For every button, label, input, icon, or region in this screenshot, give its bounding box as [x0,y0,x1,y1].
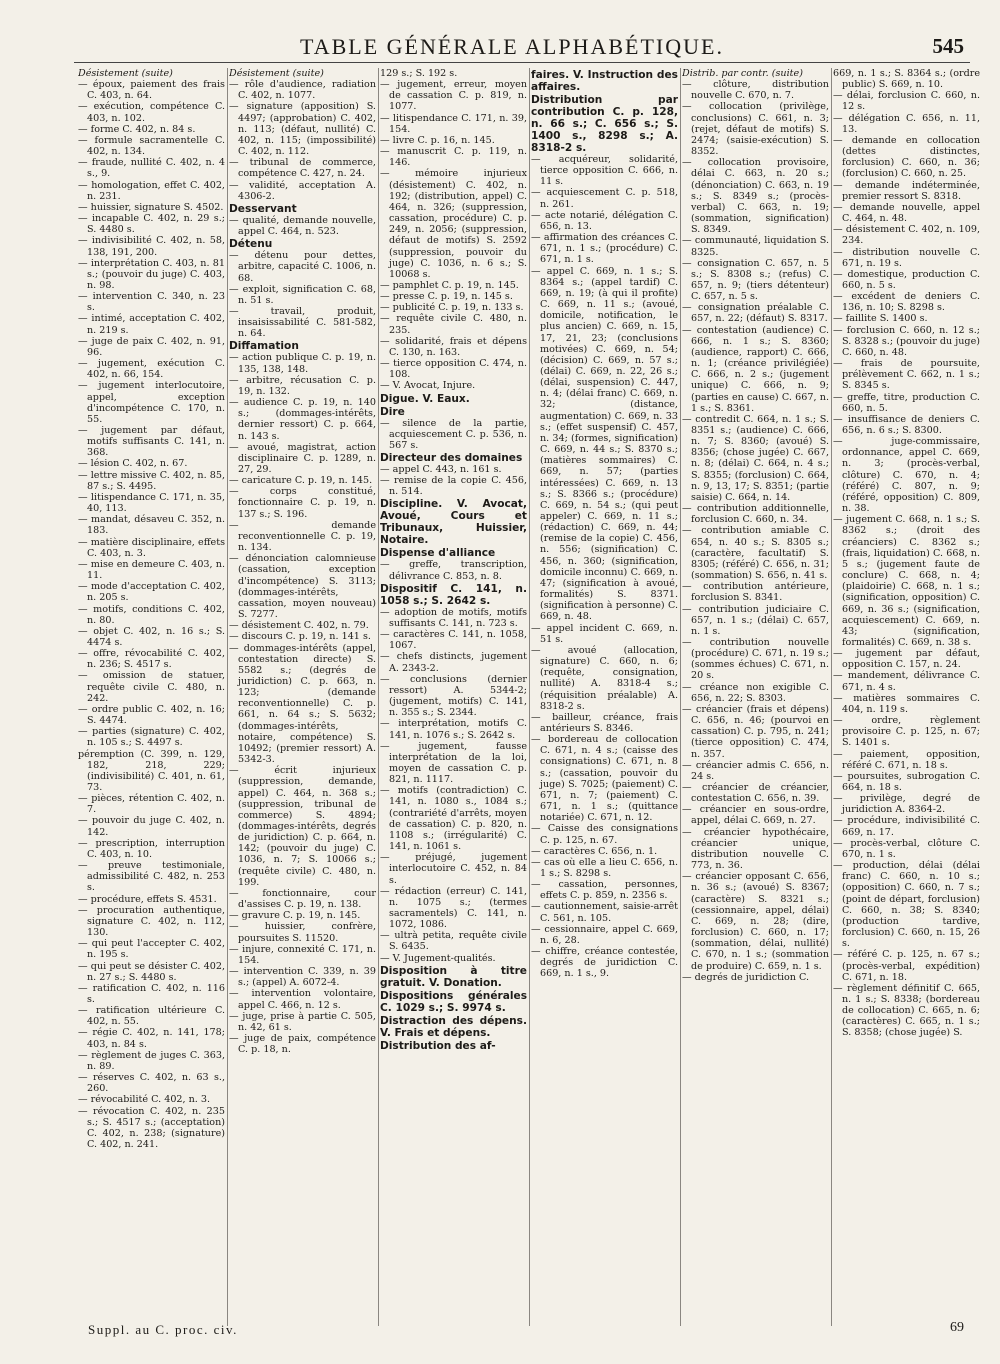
index-entry: — exécution, compétence C. 403, n. 102. [78,101,225,124]
index-entry: — réserves C. 402, n. 63 s., 260. [78,1072,225,1095]
index-entry: — degrés de juridiction C. [682,971,810,983]
page-number: 545 [932,34,964,58]
index-entry: — huissier, signature S. 4502. [78,201,224,213]
index-entry: — désistement C. 402, n. 109, 234. [833,224,980,247]
index-entry: péremption (C. 399, n. 129, 182, 218, 229; (indivisibilité) C. 401, n. 61, 73. [78,748,225,793]
index-entry: — tribunal de commerce, compétence C. 427, n. 24. [229,157,376,180]
index-entry: — appel C. 669, n. 1 s.; S. 8364 s.; (appel tardif) C. 669, n. 19; (à qui il profite) C. 669, n. 11 s.; (avoué, domicile, notification, le plus ancien) C. 669, n. 15, 17, 21, 23; (conclusions motivées) C. 669, n. 54; (décision) C. 669, n. 57 s.; (délai) C. 669, n. 22, 26 s.; (délai, suspension) C. 447, n. 4; (délai franc) C. 669, n. 32; (distance, augmentation) C. 669, n. 33 s.; (effet suspensif) C. 457, n. 34; (formes, signification) C. 669, n. 44 s.; S. 8370 s.; (matières sommaires) C. 669, n. 57; (parties intéressées) C. 669, n. 13 s.; S. 8366 s.; (procédure) C. 669, n. 54 s.; (qui peut appeler) C. 669, n. 11 s.; (rédaction) C. 669, n. 44; (remise de la copie) C. 456, n. 556; (signification) C. 456, n. 360; (signification, domicile inconnu) C. 669, n. 47; (signification à avoué, formalités) S. 8371. (signification à personne) C. 669, n. 48. [531,265,678,623]
index-entry: — règlement définitif C. 665, n. 1 s.; S. 8338; (bordereau de collocation) C. 665, n. 6; (caractères) C. 665, n. 1 s.; S. 8358; (chose jugée) S. [833,982,980,1039]
index-entry: — mandat, désaveu C. 352, n. 183. [78,514,225,537]
index-entry: — signature (apposition) S. 4497; (approbation) C. 402, n. 113; (défaut, nullité) C. 402, n. 115; (impossibilité) C. 402, n. 112. [229,101,376,158]
index-entry: — greffe, transcription, délivrance C. 853, n. 8. [380,559,527,582]
index-entry: — époux, paiement des frais C. 403, n. 64. [78,79,225,102]
index-entry: 129 s.; S. 192 s. [380,68,458,79]
index-entry: — conclusions (dernier ressort) A. 5344-2; (jugement, motifs) C. 141, n. 355 s.; S. 2344. [380,673,527,719]
column-divider [227,68,228,1326]
index-entry: — contestation (audience) C. 666, n. 1 s.; S. 8360; (audience, rapport) C. 666, n. 1; (créance privilégiée) C. 666, n. 2 s.; (jugement unique) C. 666, n. 9; (parties en cause) C. 667, n. 1 s.; S. 8361. [682,324,829,414]
index-entry: — intervention C. 339, n. 39 s.; (appel) A. 6072-4. [229,966,376,989]
index-entry: — manuscrit C. p. 119, n. 146. [380,146,527,169]
index-entry: — lésion C. 402, n. 67. [78,458,188,470]
index-entry: — créancier en sous-ordre, appel, délai C. 669, n. 27. [682,804,829,827]
index-entry: — demande indéterminée, premier ressort S. 8318. [833,179,980,202]
index-entry: — dénonciation calomnieuse (cassation, exception d'incompétence) S. 3113; (dommages-intérêts, cassation, moyen nouveau) S. 7277. [229,553,376,621]
index-heading: Dire [380,405,405,418]
index-entry: — avoué, magistrat, action disciplinaire C. p. 1289, n. 27, 29. [229,441,376,475]
index-entry: — contribution amiable C. 654, n. 40 s.; S. 8305 s.; (caractère, facultatif) S. 8305; (référé) C. 656, n. 31; (sommation) S. 656, n. 41 s. [682,525,829,582]
column-5 [682,68,829,1324]
index-entry: — acquiescement C. p. 518, n. 261. [531,187,678,210]
index-heading: faires. V. Instruction des affaires. [531,69,678,93]
index-entry: — formule sacramentelle C. 402, n. 134. [78,134,225,158]
index-entry: — domestique, production C. 660, n. 5 s. [833,268,980,291]
index-entry: — faillite S. 1400 s. [833,313,928,325]
index-entry: — intervention C. 340, n. 23 s. [78,291,225,314]
index-entry: — huissier, confrère, poursuites S. 11520. [229,921,376,944]
column-divider [831,68,832,1326]
index-heading: Dispositions générales C. 1029 s.; S. 9974 s. [380,989,527,1014]
index-entry: — cessionnaire, appel C. 669, n. 6, 28. [531,923,678,946]
index-entry: — adoption de motifs, motifs suffisants C. 141, n. 723 s. [380,606,527,629]
index-entry: — juge de paix, compétence C. p. 18, n. [229,1032,376,1056]
index-entry: — créancier de créancier, contestation C. 656, n. 39. [682,782,829,805]
index-entry: — litispendance C. 171, n. 39, 154. [380,112,527,135]
index-entry: — jugement, exécution C. 402, n. 66, 154. [78,358,225,381]
index-entry: — validité, acceptation A. 4306-2. [229,179,376,202]
index-entry: — V. Avocat, Injure. [380,380,476,392]
index-entry: — acte notarié, délégation C. 656, n. 13. [531,209,678,232]
running-title: TABLE GÉNÉRALE ALPHABÉTIQUE. [300,34,724,59]
index-entry: — audience C. p. 19, n. 140 s.; (dommages-intérêts, dernier ressort) C. p. 664, n. 143 s. [229,397,376,442]
index-entry: — motifs, conditions C. 402, n. 80. [78,603,225,626]
index-entry: — délai, forclusion C. 660, n. 12 s. [833,90,980,113]
index-heading: Diffamation [229,340,299,353]
index-entry: — ratification ultérieure C. 402, n. 55. [78,1005,225,1028]
index-entry: — créancier admis C. 656, n. 24 s. [682,759,829,782]
index-entry: — qui peut l'accepter C. 402, n. 195 s. [78,938,225,961]
index-entry: — affirmation des créances C. 671, n. 1 s.; (procédure) C. 671, n. 1 s. [531,232,678,266]
index-entry: — frais de poursuite, prélèvement C. 662, n. 1 s.; S. 8345 s. [833,358,980,392]
index-entry: — contribution antérieure, forclusion S. 8341. [682,581,829,604]
index-entry: — objet C. 402, n. 16 s.; S. 4474 s. [78,625,225,648]
index-entry: — juge de paix C. 402, n. 91, 96. [78,335,225,358]
continued-heading: Désistement (suite) [78,68,173,79]
index-entry: — appel C. 443, n. 161 s. [380,464,502,475]
index-entry: — arbitre, récusation C. p. 19, n. 132. [229,374,376,397]
index-entry: — preuve testimoniale, admissibilité C. 482, n. 253 s. [78,860,225,894]
index-entry: — créancier hypothécaire, créancier unique, distribution nouvelle C. 773, n. 36. [682,826,829,872]
index-entry: — presse C. p. 19, n. 145 s. [380,291,513,303]
index-entry: — clôture, distribution nouvelle C. 670, n. 7. [682,79,829,102]
index-entry: — qualité, demande nouvelle, appel C. 464, n. 523. [229,214,376,238]
index-entry: — référé C. p. 125, n. 67 s.; (procès-verbal, expédition) C. 671, n. 18. [833,949,980,983]
index-entry: — contredit C. 664, n. 1 s.; S. 8351 s.; (audience) C. 666, n. 7; S. 8360; (avoué) S. 8356; (chose jugée) C. 667, n. 8; (délai) C. 664, n. 4 s.; S. 8355; (forclusion) C. 664, n. 9, 13, 17; S. 8351; (partie saisie) C. 664, n. 14. [682,413,829,503]
index-entry: — jugement par défaut, motifs suffisants C. 141, n. 368. [78,425,225,459]
index-entry: — incapable C. 402, n. 29 s.; S. 4480 s. [78,213,225,236]
index-heading: Directeur des domaines [380,452,523,464]
index-entry: — jugement, fausse interprétation de la loi, moyen de cassation C. p. 821, n. 1117. [380,740,527,786]
index-entry: — interprétation C. 403, n. 81 s.; (pouvoir du juge) C. 403, n. 98. [78,257,225,291]
index-entry: — contribution additionnelle, forclusion C. 660, n. 34. [682,503,829,526]
index-entry: — action publique C. p. 19, n. 135, 138, 148. [229,352,376,375]
index-entry: — production, délai (délai franc) C. 660, n. 10 s.; (opposition) C. 660, n. 7 s.; (point de départ, forclusion) C. 660, n. 38; S. 8340; (production tardive, forclusion) C. 660, n. 15, 26 s. [833,860,980,950]
index-entry: — V. Jugement-qualités. [380,952,496,964]
index-entry: — règlement de juges C. 363, n. 89. [78,1049,225,1072]
index-entry: — bailleur, créance, frais antérieurs S. 8346. [531,711,678,734]
index-entry: — exploit, signification C. 68, n. 51 s. [229,283,376,306]
index-entry: — intervention volontaire, appel C. 466, n. 12 s. [229,988,376,1011]
index-entry: 669, n. 1 s.; S. 8364 s.; (ordre public) S. 669, n. 10. [833,68,980,91]
index-entry: — indivisibilité C. 402, n. 58, 138, 191, 200. [78,235,225,258]
index-entry: — litispendance C. 171, n. 35, 40, 113. [78,491,225,515]
index-heading: Discipline. V. Avocat, Avoué, Cours et Tribunaux, Huissier, Notaire. [380,498,527,547]
index-entry: — pamphlet C. p. 19, n. 145. [380,279,519,291]
index-entry: — solidarité, frais et dépens C. 130, n. 163. [380,335,527,358]
index-heading: Desservant [229,202,297,215]
index-heading: Distraction des dépens. V. Frais et dépens. [380,1014,527,1039]
index-entry: — jugement, erreur, moyen de cassation C. p. 819, n. 1077. [380,79,527,113]
index-entry: — jugement C. 668, n. 1 s.; S. 8362 s.; (droit des créanciers) C. 8362 s.; (frais, liquidation) C. 668, n. 5 s.; (jugement faute de conclure) C. 668, n. 4; (plaidoirie) C. 668, n. 1 s.; (signification, opposition) C. 669, n. 36 s.; (signification, acquiescement) C. 669, n. 43; (signification, formalités) C. 669, n. 38 s. [833,514,980,648]
index-entry: — mise en demeure C. 403, n. 11. [78,558,225,582]
index-entry: — pouvoir du juge C. 402, n. 142. [78,815,225,838]
index-entry: — tierce opposition C. 474, n. 108. [380,358,527,381]
column-divider [680,68,681,1326]
index-entry: — créance non exigible C. 656, n. 22; S. 8303. [682,681,829,704]
index-entry: — greffe, titre, production C. 660, n. 5. [833,391,980,414]
index-heading: Dispositif C. 141, n. 1058 s.; S. 2642 s. [380,582,527,607]
index-entry: — forme C. 402, n. 84 s. [78,123,196,135]
index-entry: — injure, connexité C. 171, n. 154. [229,943,376,966]
index-entry: — mode d'acceptation C. 402, n. 205 s. [78,581,225,604]
column-4 [531,68,678,1324]
index-entry: — cassation, personnes, effets C. p. 859, n. 2356 s. [531,879,678,902]
index-entry: — matière disciplinaire, effets C. 403, n. 3. [78,536,225,559]
index-entry: — jugement interlocutoire, appel, exception d'incompétence C. 170, n. 55. [78,380,225,425]
index-entry: — collocation provisoire, délai C. 663, n. 20 s.; (dénonciation) C. 663, n. 19 s.; S. 8349 s.; (procès-verbal) C. 663, n. 19; (sommation, signification) S. 8349. [682,157,829,236]
index-entry: — requête civile C. 480, n. 235. [380,313,527,336]
index-entry: — contribution judiciaire C. 657, n. 1 s.; (délai) C. 657, n. 1 s. [682,603,829,637]
index-entry: — procédure, indivisibilité C. 669, n. 17. [833,815,980,838]
index-entry: — demande en collocation (dettes distinctes, forclusion) C. 660, n. 36; (forclusion) C. 660, n. 25. [833,134,980,180]
index-entry: — régie C. 402, n. 141, 178; 403, n. 84 s. [78,1027,225,1050]
index-entry: — cas où elle a lieu C. 656, n. 1 s.; S. 8298 s. [531,856,678,879]
index-heading: Digue. V. Eaux. [380,392,470,405]
index-entry: — matières sommaires C. 404, n. 119 s. [833,692,980,715]
column-3 [380,68,527,1324]
column-6 [833,68,980,1324]
index-entry: — délégation C. 656, n. 11, 13. [833,112,980,135]
index-entry: — communauté, liquidation S. 8325. [682,235,829,258]
index-entry: — homologation, effet C. 402, n. 231. [78,179,225,202]
index-entry: — fonctionnaire, cour d'assises C. p. 19, n. 138. [229,887,376,911]
index-entry: — ratification C. 402, n. 116 s. [78,982,225,1005]
index-entry: — ultrà petita, requête civile S. 6435. [380,930,527,953]
index-entry: — poursuites, subrogation C. 664, n. 18 s. [833,770,980,793]
index-entry: — rôle d'audience, radiation C. 402, n. 1077. [229,79,376,102]
index-entry: — offre, révocabilité C. 402, n. 236; S. 4517 s. [78,648,225,671]
index-entry: — créancier opposant C. 656, n. 36 s.; (avoué) S. 8367; (caractère) S. 8321 s.; (cessionnaire, appel, délai) C. 669, n. 28; (dire, forclusion) C. 660, n. 17; (sommation, délai, nullité) C. 670, n. 1 s.; (sommation de produire) C. 659, n. 1 s. [682,871,829,972]
column-divider [378,68,379,1326]
index-entry: — consignation C. 657, n. 5 s.; S. 8308 s.; (refus) C. 657, n. 9; (tiers détenteur) C. 657, n. 5 s. [682,257,829,303]
index-entry: — juge, prise à partie C. 505, n. 42, 61 s. [229,1010,376,1033]
index-entry: — jugement par défaut, opposition C. 157, n. 24. [833,648,980,671]
index-entry: — rédaction (erreur) C. 141, n. 1075 s.; (termes sacramentels) C. 141, n. 1072, 1086. [380,885,527,931]
index-entry: — intimé, acceptation C. 402, n. 219 s. [78,313,225,336]
index-entry: — lettre missive C. 402, n. 85, 87 s.; S. 4495. [78,469,225,492]
index-entry: — insuffisance de deniers C. 656, n. 6 s.; S. 8300. [833,413,980,436]
index-entry: — chiffre, créance contestée, degrés de juridiction C. 669, n. 1 s., 9. [531,946,678,980]
index-entry: — fraude, nullité C. 402, n. 4 s., 9. [78,157,225,180]
index-entry: — mémoire injurieux (désistement) C. 402, n. 192; (distribution, appel) C. 464, n. 326; (suppression, cassation, procédure) C. p. 249, n. 2056; (suppression, défaut de motifs) S. 2592 (suppression, pouvoir du juge) C. 1036, n. 6 s.; S. 10068 s. [380,168,527,280]
index-entry: — paiement, opposition, référé C. 671, n. 18 s. [833,748,980,771]
header-rule [74,62,970,63]
index-entry: — révocabilité C. 402, n. 3. [78,1094,211,1106]
index-entry: — chefs distincts, jugement A. 2343-2. [380,651,527,674]
index-entry: — juge-commissaire, ordonnance, appel C. 669, n. 3; (procès-verbal, clôture) C. 670, n. 4; (référé) C. 807, n. 9; (référé, opposition) C. 809, n. 38. [833,436,980,515]
index-heading: Distribution des af- [380,1039,496,1052]
index-entry: — mandement, délivrance C. 671, n. 4 s. [833,670,980,693]
continued-heading: Distrib. par contr. (suite) [682,68,803,79]
index-entry: — révocation C. 402, n. 235 s.; S. 4517 s.; (acceptation) C. 402, n. 238; (signature) C. 402, n. 241. [78,1105,225,1150]
index-entry: — contribution nouvelle (procédure) C. 671, n. 19 s.; (sommes échues) C. 671, n. 20 s. [682,636,829,682]
index-entry: — cautionnement, saisie-arrêt C. 561, n. 105. [531,901,678,924]
index-entry: — demande nouvelle, appel C. 464, n. 48. [833,201,980,225]
index-entry: — caricature C. p. 19, n. 145. [229,475,373,487]
footer-signature: Suppl. au C. proc. civ. [88,1322,238,1337]
index-entry: — préjugé, jugement interlocutoire C. 452, n. 84 s. [380,852,527,886]
index-entry: — bordereau de collocation C. 671, n. 4 s.; (caisse des consignations) C. 671, n. 8 s.; (cassation, pouvoir du juge) S. 7025; (paiement) C. 671, n. 7; (paiement) C. 671, n. 1 s.; (quittance notariée) C. 671, n. 12. [531,734,678,824]
index-entry: — caractères C. 656, n. 1. [531,845,658,857]
index-entry: — acquéreur, solidarité, tierce opposition C. 666, n. 11 s. [531,154,678,188]
index-entry: — excédent de deniers C. 136, n. 10; S. 8298 s. [833,291,980,314]
index-heading: Distribution par contribution C. p. 128, n. 66 s.; C. 656 s.; S. 1400 s., 8298 s.; A. 8318-2 s. [531,94,678,154]
column-divider [529,68,530,1326]
index-entry: — caractères C. 141, n. 1058, 1067. [380,629,527,652]
index-entry: — demande reconventionnelle C. p. 19, n. 134. [229,519,376,554]
index-entry: — consignation préalable C. 657, n. 22; (défaut) S. 8317. [682,302,829,325]
index-entry: — gravure C. p. 19, n. 145. [229,910,361,922]
index-heading: Détenu [229,238,273,251]
index-heading: Dispense d'alliance [380,547,496,560]
index-entry: — parties (signature) C. 402, n. 105 s.; S. 4497 s. [78,726,225,749]
index-entry: — motifs (contradiction) C. 141, n. 1080 s., 1084 s.; (contrariété d'arrêts, moyen de cassation) C. p. 820, n. 1108 s.; (irrégularité) C. 141, n. 1061 s. [380,785,527,853]
index-entry: — discours C. p. 19, n. 141 s. [229,631,371,643]
index-entry: — publicité C. p. 19, n. 133 s. [380,302,524,314]
index-entry: — prescription, interruption C. 403, n. 10. [78,837,225,860]
column-1 [78,68,225,1324]
index-entry: — corps constitué, fonctionnaire C. p. 19, n. 137 s.; S. 196. [229,486,376,520]
index-heading: Disposition à titre gratuit. V. Donation. [380,964,527,989]
index-entry: — procuration authentique, signature C. 402, n. 112, 130. [78,904,225,939]
index-entry: — créancier (frais et dépens) C. 656, n. 46; (pourvoi en cassation) C. p. 795, n. 241; (tierce opposition) C. 474, n. 357. [682,703,829,760]
index-entry: — Caisse des consignations C. p. 125, n. 67. [531,823,678,846]
column-2 [229,68,376,1324]
index-entry: — pièces, rétention C. 402, n. 7. [78,793,225,816]
index-entry: — remise de la copie C. 456, n. 514. [380,475,527,498]
index-entry: — procès-verbal, clôture C. 670, n. 1 s. [833,837,980,860]
footer-sheet-number: 69 [950,1320,964,1335]
index-entry: — silence de la partie, acquiescement C. p. 536, n. 567 s. [380,417,527,451]
index-entry: — ordre public C. 402, n. 16; S. 4474. [78,703,225,727]
page-header [60,34,964,59]
index-entry: — forclusion C. 660, n. 12 s.; S. 8328 s.; (pouvoir du juge) C. 660, n. 48. [833,324,980,358]
index-entry: — qui peut se désister C. 402, n. 27 s.; S. 4480 s. [78,960,225,983]
index-entry: — collocation (privilège, conclusions) C. 661, n. 3; (rejet, défaut de motifs) S. 2474; (saisie-exécution) S. 8352. [682,101,829,158]
index-entry: — privilège, degré de juridiction A. 8364-2. [833,793,980,816]
index-entry: — distribution nouvelle C. 671, n. 19 s. [833,246,980,269]
index-entry: — écrit injurieux (suppression, demande, appel) C. 464, n. 368 s.; (suppression, tribunal de commerce) S. 4894; (dommages-intérêts, degrés de juridiction) C. p. 664, n. 142; (pouvoir du juge) C. 1036, n. 7; S. 10066 s.; (requête civile) C. 480, n. 199. [229,765,376,888]
page-footer [88,1322,964,1340]
index-entry: — travail, produit, insaisissabilité C. 581-582, n. 64. [229,305,376,340]
index-entry: — interprétation, motifs C. 141, n. 1076 s.; S. 2642 s. [380,718,527,741]
index-entry: — désistement C. 402, n. 79. [229,620,369,632]
index-entry: — procédure, effets S. 4531. [78,893,217,905]
index-entry: — livre C. p. 16, n. 145. [380,134,495,146]
index-entry: — détenu pour dettes, arbitre, capacité C. 1006, n. 68. [229,250,376,284]
index-entry: — appel incident C. 669, n. 51 s. [531,622,678,645]
index-entry: — dommages-intérêts (appel, contestation directe) S. 5582 s.; (degrés de juridiction) C. p. 663, n. 123; (demande reconventionnelle) C. p. 661, n. 64 s.; S. 5632; (dommages-intérêts, notaire, compétence) S. 10492; (premier ressort) A. 5342-3. [229,642,376,766]
index-entry: — ordre, règlement provisoire C. p. 125, n. 67; S. 1401 s. [833,715,980,749]
continued-heading: Désistement (suite) [229,68,324,79]
index-entry: — omission de statuer, requête civile C. 480, n. 242. [78,670,225,704]
index-entry: — avoué (allocation, signature) C. 660, n. 6; (requête, consignation, nullité) A. 8318-4 s.; (réquisition préalable) A. 8318-2 s. [531,644,678,712]
